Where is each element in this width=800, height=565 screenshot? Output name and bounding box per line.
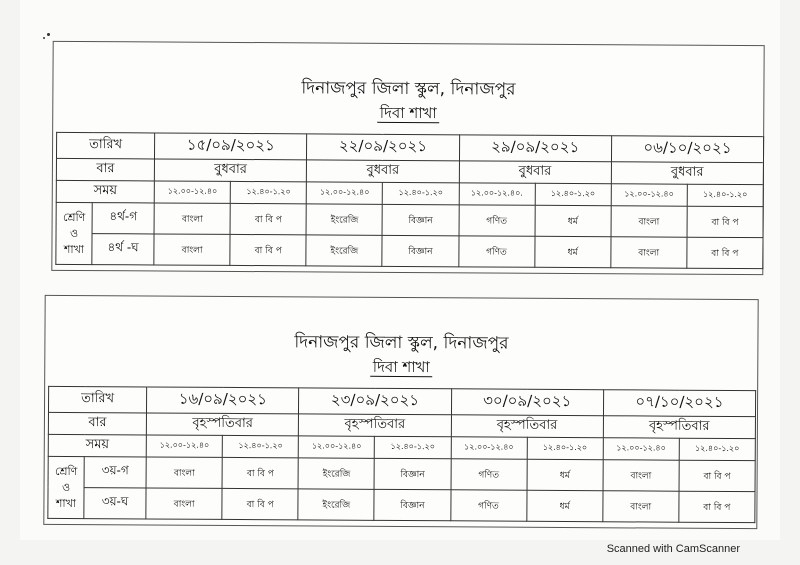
- time-slot-cell: ১২.৪০-১.২০: [375, 436, 451, 458]
- subject-cell: বা বি প: [222, 457, 298, 488]
- time-slot-cell: ১২.৪০-১.২০: [527, 437, 603, 459]
- subject-cell: ধর্ম: [534, 236, 610, 267]
- subject-cell: বিজ্ঞান: [374, 458, 450, 489]
- class-label-line: ও: [61, 480, 71, 494]
- day-cell: বৃহস্পতিবার: [146, 413, 298, 436]
- day-cell: বুধবার: [611, 162, 763, 185]
- day-cell: বৃহস্পতিবার: [299, 414, 451, 437]
- time-slot-cell: ১২.০০-১২.৪০: [611, 184, 687, 206]
- routine-table: [47, 386, 756, 523]
- class-label-line: শ্রেণি: [54, 464, 78, 478]
- time-slot-cell: ১২.৪০-১.২০: [230, 181, 306, 203]
- subject-cell: বা বি প: [230, 234, 306, 265]
- time-slot-cell: ১২.০০-১২.৪০: [603, 438, 679, 460]
- shift-subtitle-wrap: [45, 354, 757, 383]
- class-row: [48, 487, 755, 522]
- date-label: তারিখ: [48, 386, 146, 413]
- shift-subtitle: দিবা শাখা: [371, 358, 432, 377]
- class-name-cell: ৩য়-ঘ: [84, 488, 146, 519]
- class-name-cell: ৪র্থ -ঘ: [92, 234, 154, 265]
- school-title: দিনাজপুর জিলা স্কুল, দিনাজপুর: [294, 332, 509, 354]
- time-label: সময়: [56, 180, 154, 203]
- date-cell: ০৭/১০/২০২১: [603, 390, 755, 417]
- time-slot-cell: ১২.৪০-১.২০: [383, 182, 459, 204]
- date-cell: ২২/০৯/২০২১: [307, 134, 459, 161]
- subject-cell: ইংরেজি: [306, 235, 382, 266]
- day-cell: বুধবার: [307, 160, 459, 183]
- date-cell: ০৬/১০/২০২১: [611, 136, 763, 163]
- day-label: বার: [56, 158, 154, 181]
- time-slot-cell: ১২.০০-১২.৪০: [451, 437, 527, 459]
- subject-cell: বাংলা: [603, 491, 679, 522]
- subject-cell: গণিত: [451, 459, 527, 490]
- subject-cell: গণিত: [458, 236, 534, 267]
- subject-cell: বাংলা: [154, 234, 230, 265]
- subject-cell: বা বি প: [687, 206, 763, 237]
- time-slot-cell: ১২.৪০-১.২০: [222, 435, 298, 457]
- routine-block-2: [43, 295, 758, 529]
- class-row: [48, 456, 755, 491]
- day-cell: বৃহস্পতিবার: [451, 415, 603, 438]
- class-row: [56, 202, 763, 237]
- class-label-line: শাখা: [63, 242, 85, 256]
- class-row: [56, 233, 763, 268]
- subject-cell: বাংলা: [154, 203, 230, 234]
- subject-cell: ধর্ম: [527, 459, 603, 490]
- subject-cell: বাংলা: [603, 460, 679, 491]
- time-slot-cell: ১২.০০-১২.৪০: [307, 182, 383, 204]
- date-cell: ১৫/০৯/২০২১: [155, 133, 307, 160]
- scanner-watermark: Scanned with CamScanner: [606, 543, 740, 555]
- time-slot-cell: ১২.০০-১২.৪০.: [459, 183, 535, 205]
- subject-cell: বিজ্ঞান: [382, 235, 458, 266]
- subject-cell: ইংরেজি: [298, 489, 374, 520]
- class-label-line: শাখা: [55, 496, 77, 510]
- time-slot-cell: ১২.৪০-১.২০: [535, 183, 611, 205]
- subject-cell: বা বি প: [687, 237, 763, 268]
- school-title: দিনাজপুর জিলা স্কুল, দিনাজপুর: [301, 78, 516, 100]
- routine-table: [55, 132, 764, 269]
- scan-speck: [47, 33, 50, 36]
- date-cell: ৩০/০৯/২০২১: [451, 389, 603, 416]
- time-slot-cell: ১২.০০-১২.৪০: [299, 436, 375, 458]
- subject-cell: বা বি প: [230, 203, 306, 234]
- subject-cell: ধর্ম: [526, 490, 602, 521]
- subject-cell: ধর্ম: [535, 205, 611, 236]
- class-section-label: [48, 456, 84, 518]
- subject-cell: বাংলা: [611, 206, 687, 237]
- subject-cell: ইংরেজি: [298, 458, 374, 489]
- time-label: সময়: [48, 434, 146, 457]
- class-name-cell: ৩য়-গ: [84, 457, 146, 488]
- day-cell: বুধবার: [459, 161, 611, 184]
- subject-cell: বাংলা: [611, 237, 687, 268]
- subject-cell: বা বি প: [222, 488, 298, 519]
- class-label-line: ও: [69, 226, 79, 240]
- day-cell: বুধবার: [154, 159, 306, 182]
- shift-subtitle-wrap: [53, 100, 763, 129]
- subject-cell: বাংলা: [146, 457, 222, 488]
- subject-cell: বিজ্ঞান: [374, 489, 450, 520]
- subject-cell: বা বি প: [679, 491, 755, 522]
- time-slot-cell: ১২.০০-১২.৪০: [154, 181, 230, 203]
- shift-subtitle: দিবা শাখা: [378, 104, 439, 123]
- date-label: তারিখ: [56, 132, 154, 159]
- subject-cell: ইংরেজি: [306, 204, 382, 235]
- day-label: বার: [48, 412, 146, 435]
- routine-block-1: [51, 41, 764, 275]
- class-label-line: শ্রেণি: [62, 210, 86, 224]
- subject-cell: বা বি প: [679, 460, 755, 491]
- date-cell: ১৬/০৯/২০২১: [147, 387, 299, 414]
- day-cell: বৃহস্পতিবার: [603, 416, 755, 439]
- date-cell: ২৯/০৯/২০২১: [459, 135, 611, 162]
- subject-cell: গণিত: [459, 205, 535, 236]
- class-name-cell: ৪র্থ-গ: [92, 203, 154, 234]
- date-cell: ২৩/০৯/২০২১: [299, 388, 451, 415]
- class-section-label: [56, 202, 92, 264]
- subject-cell: বিজ্ঞান: [382, 204, 458, 235]
- subject-cell: বাংলা: [146, 488, 222, 519]
- time-slot-cell: ১২.৪০-১.২০: [679, 438, 755, 460]
- scan-speck: [43, 37, 45, 39]
- time-slot-cell: ১২.৪০-১.২০: [687, 184, 763, 206]
- time-slot-cell: ১২.০০-১২.৪০: [146, 435, 222, 457]
- subject-cell: গণিত: [450, 490, 526, 521]
